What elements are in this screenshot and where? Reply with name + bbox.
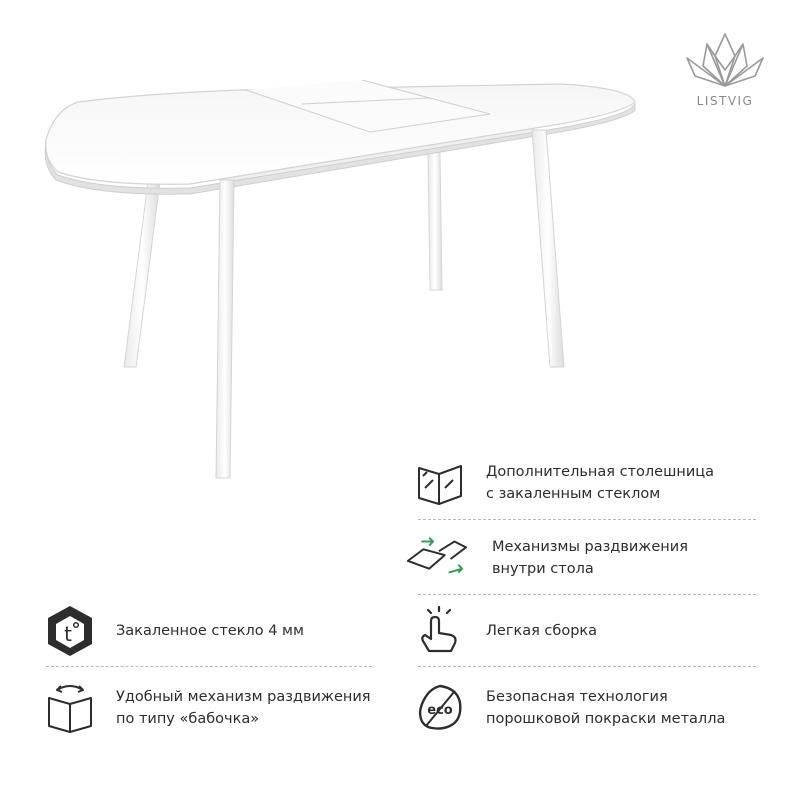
feature-mechanism-line2: внутри стола bbox=[492, 561, 594, 577]
feature-butterfly-line1: Удобный механизм раздвижения bbox=[116, 689, 371, 705]
table-leg-front-left bbox=[216, 180, 234, 478]
feature-eco bbox=[412, 680, 725, 736]
lotus-crown-icon bbox=[675, 30, 775, 92]
feature-eco-line1: Безопасная технология bbox=[486, 689, 668, 705]
feature-glass-line1: Закаленное стекло 4 мм bbox=[116, 623, 304, 639]
feature-extra-top bbox=[412, 455, 714, 511]
butterfly-fold-icon bbox=[42, 680, 98, 736]
feature-extra-top-line2: с закаленным стеклом bbox=[486, 486, 661, 502]
feature-mechanism-line1: Механизмы раздвижения bbox=[492, 539, 688, 555]
divider bbox=[418, 594, 756, 595]
feature-assembly-line1: Легкая сборка bbox=[486, 623, 598, 639]
brand-logo bbox=[670, 30, 780, 108]
feature-assembly bbox=[412, 603, 597, 659]
svg-text:t: t bbox=[64, 622, 72, 646]
brand-name: LISTVIG bbox=[696, 94, 754, 108]
feature-mechanism bbox=[404, 530, 688, 586]
divider bbox=[418, 519, 756, 520]
feature-butterfly-line2: по типу «бабочка» bbox=[116, 711, 260, 727]
feature-extra-top-line1: Дополнительная столешница bbox=[486, 464, 715, 480]
feature-eco-line2: порошковой покраски металла bbox=[486, 711, 726, 727]
feature-butterfly bbox=[42, 680, 371, 736]
divider bbox=[46, 666, 372, 667]
table-leg-front-right bbox=[532, 130, 564, 367]
feature-glass bbox=[42, 603, 304, 659]
table-illustration bbox=[40, 80, 660, 490]
slide-extension-icon bbox=[404, 530, 468, 586]
folding-panel-icon bbox=[412, 455, 468, 511]
table-leg-back-left bbox=[124, 182, 160, 367]
eco-leaf-icon bbox=[412, 680, 468, 736]
hand-click-icon bbox=[412, 603, 468, 659]
hexagon-temperature-icon bbox=[42, 603, 98, 659]
svg-text:eco: eco bbox=[427, 703, 453, 718]
divider bbox=[418, 666, 756, 667]
table-leg-back-right bbox=[428, 152, 442, 290]
